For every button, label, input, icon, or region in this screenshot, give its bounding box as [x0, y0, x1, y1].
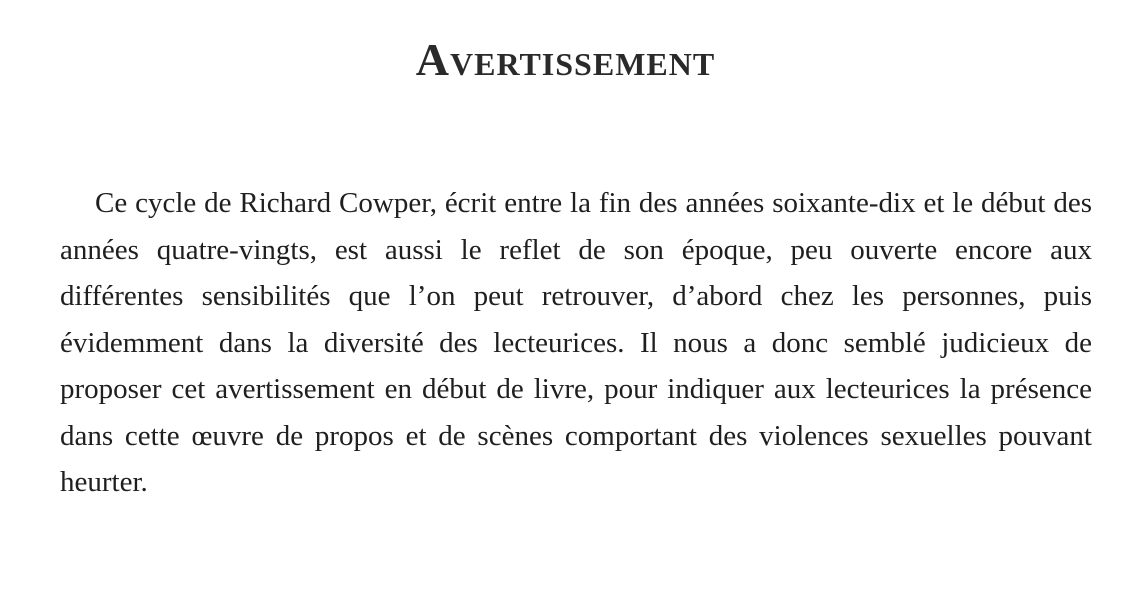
page-title: Avertissement	[415, 34, 716, 85]
warning-paragraph: Ce cycle de Richard Cowper, écrit entre la fin des années soixante-dix et le début des années quatre-vingts, est aussi le reflet de son époque, peu ouverte encore aux différentes sensibilités que l’on peut retrouver, d’abord chez les personnes, puis évidemment dans la diversité des lecteurices. Il nous a donc semblé judicieux de proposer cet avertissement en début de livre, pour indiquer aux lecteurices la présence dans cette œuvre de propos et de scènes comportant des violences sexuelles pouvant heurter.	[60, 187, 1092, 498]
